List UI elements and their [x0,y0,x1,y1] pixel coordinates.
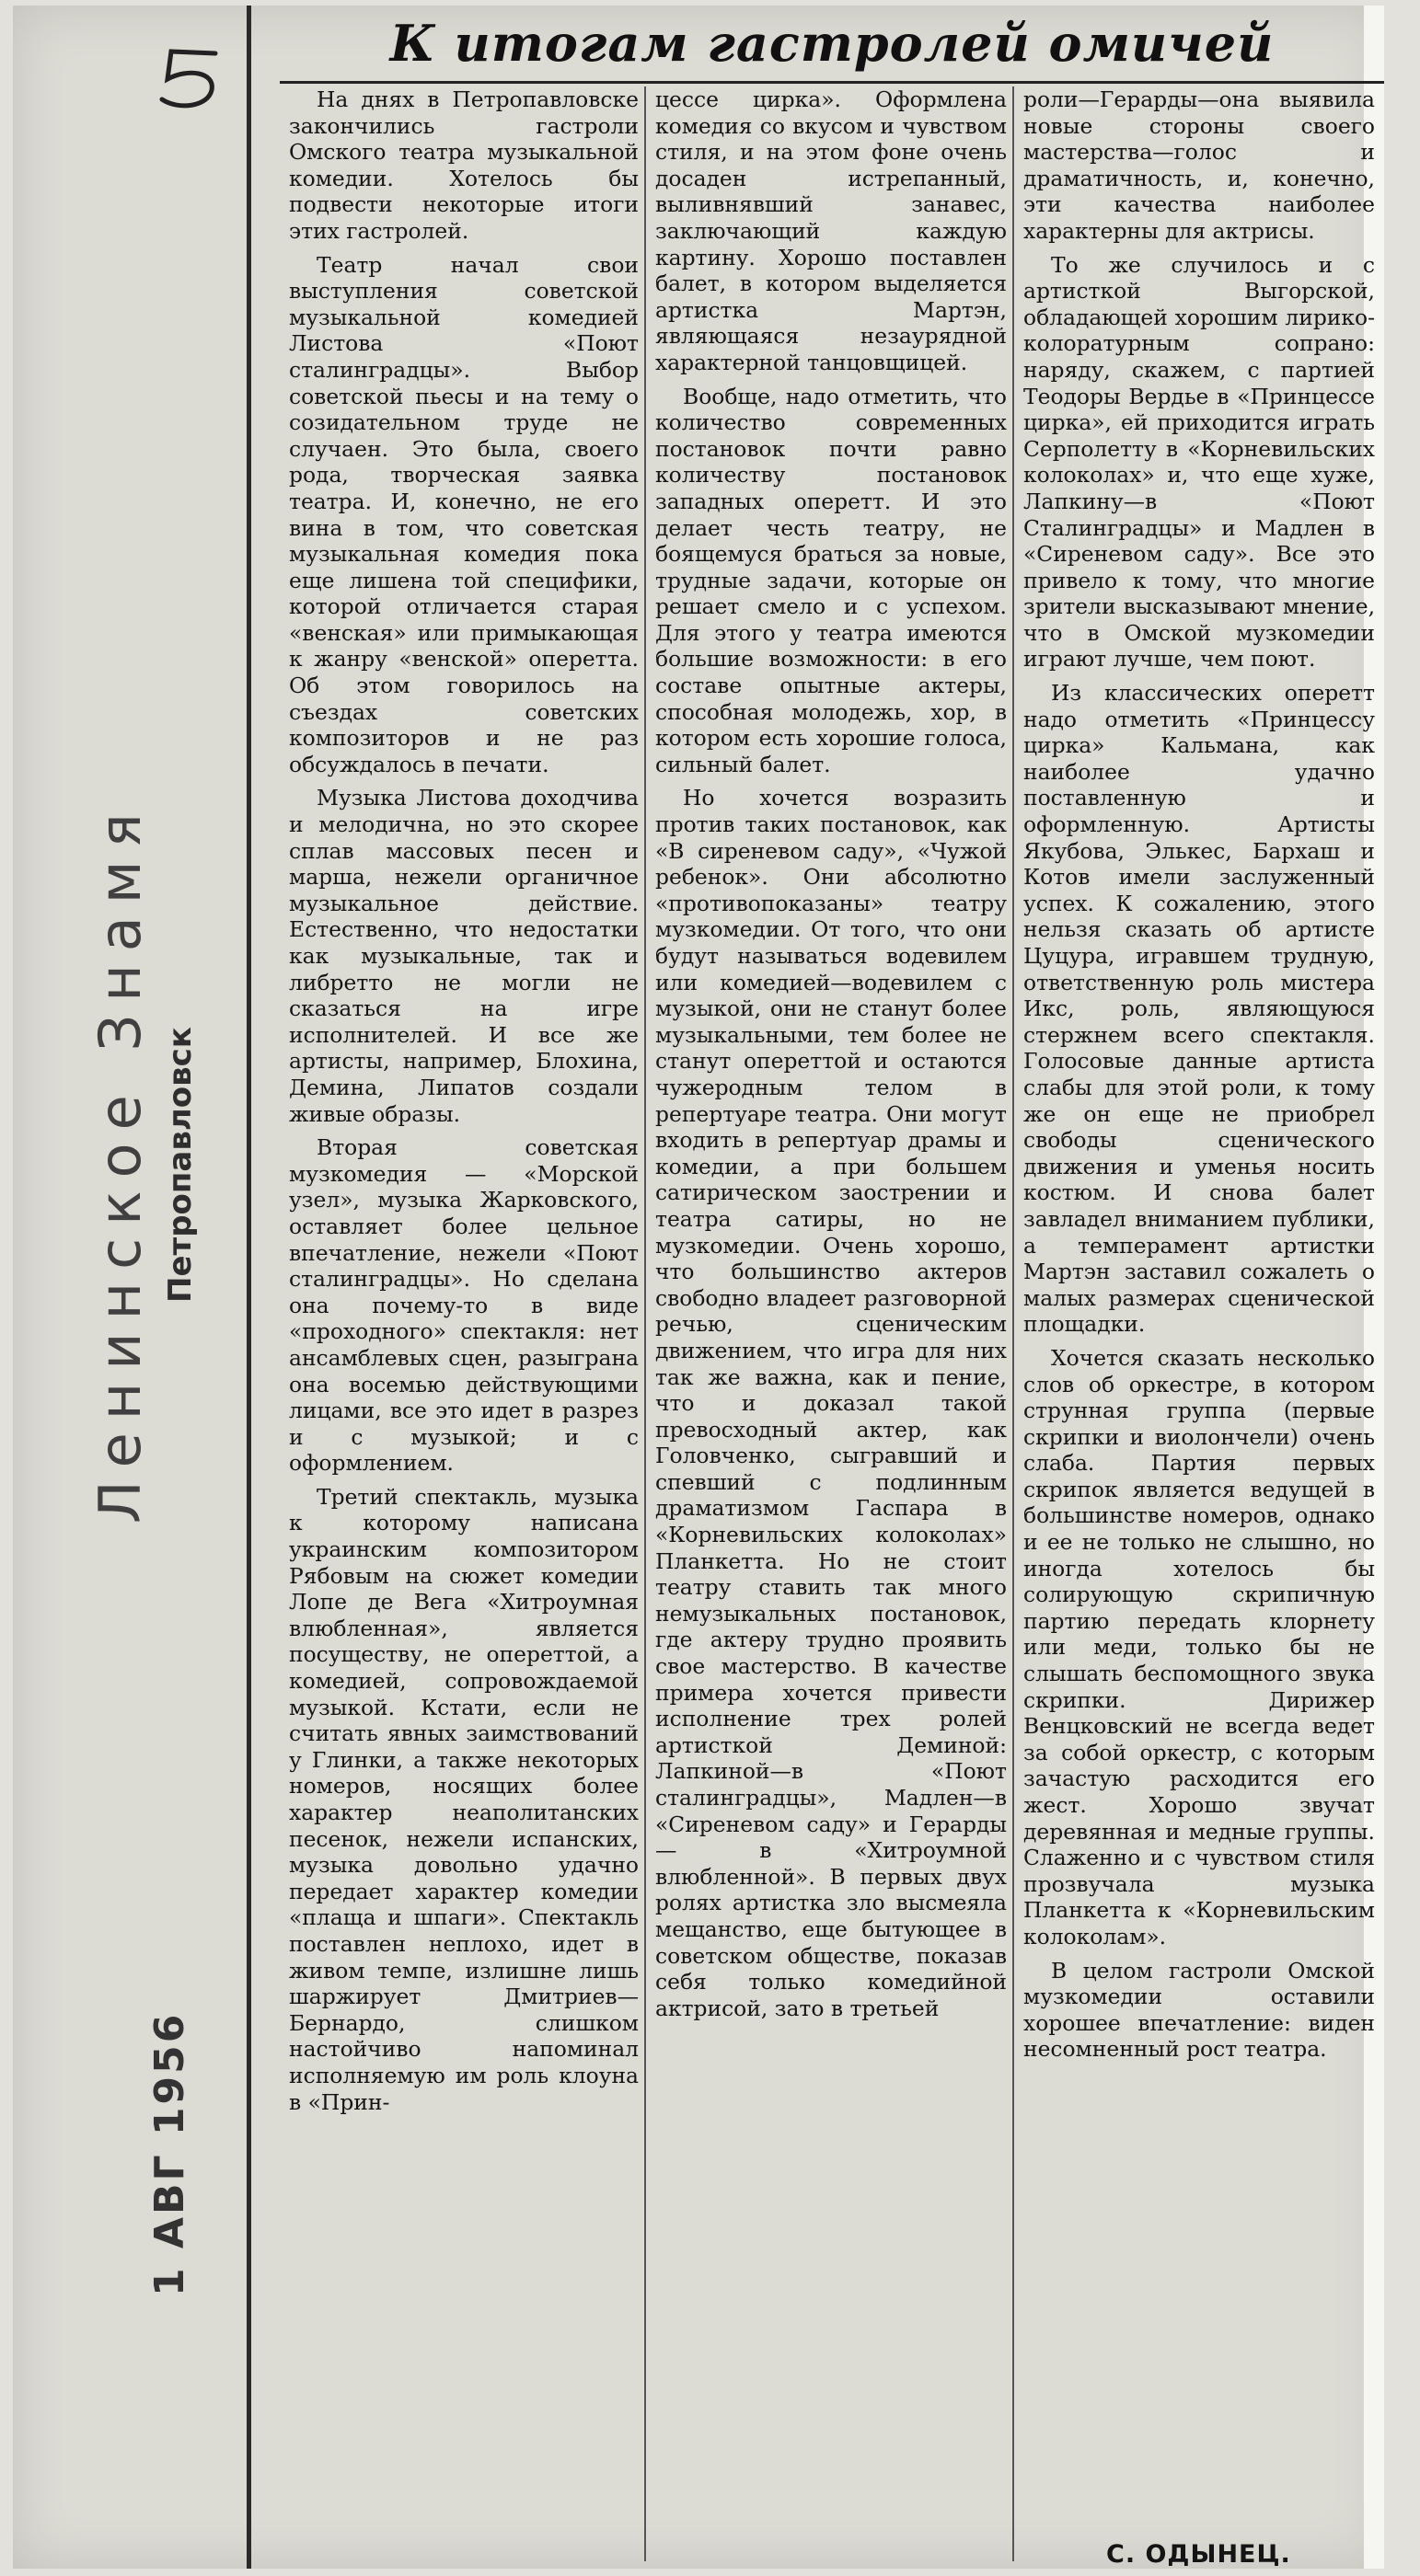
paragraph: На днях в Петропавловске закончились гастроли Омского театра музыкальной комедии. Хотелось бы подвести некоторые итоги этих гастролей. [289,86,639,244]
article-column-1 [289,86,639,2122]
author-signature: С. ОДЫНЕЦ. [1106,2540,1291,2569]
headline-rule [280,81,1384,84]
newspaper-clipping [13,6,1384,2569]
paragraph: В целом гастроли Омской музкомедии оставили хорошее впечатление: виден несомненный рост театра. [1023,1957,1375,2063]
city-name: Петропавловск [162,1027,199,1303]
paragraph: Но хочется возразить против таких постановок, как «В сиреневом саду», «Чужой ребенок». Они абсолютно «противопоказаны» театру музкомедии. От того, что они будут называться водевилем или комедией—водевилем с музыкой, они не станут более музыкальными, тем более не станут опереттой и остаются чужеродным телом в репертуаре театра. Они могут входить в репертуар драмы и комедии, а при большем сатирическом заострении и театра сатиры, но не музкомедии. Очень хорошо, что большинство актеров свободно владеет разговорной речью, сценическим движением, что игра для них так же важна, как и пение, что и доказал такой превосходный актер, как Головченко, сыгравший и спевший с подлинным драматизмом Гаспара в «Корневильских колоколах» Планкетта. Но не стоит театру ставить так много немузыкальных постановок, где актеру трудно проявить свое мастерство. В качестве примера хочется привести исполнение трех ролей артисткой Деминой: Лапкиной—в «Поют сталинградцы», Мадлен—в «Сиреневом саду» и Герарды — в «Хитроумной влюбленной». В первых двух ролях артистка зло высмеяла мещанство, еще бытующее в советском обществе, показав себя только комедийной актрисой, зато в третьей [655,785,1007,2021]
left-margin-rule [247,6,251,2569]
column-rule-2 [644,86,646,2561]
article-column-2 [655,86,1007,2029]
paragraph: То же случилось и с артисткой Выгорской, обладающей хорошим лирико-колоратурным сопрано: наряду, скажем, с партией Теодоры Вердье в «Принцессе цирка», ей приходится играть Серполетту в «Корневильских колоколах» и, что еще хуже, Лапкину—в «Поют Сталинградцы» и Мадлен в «Сиреневом саду». Все это привело к тому, что многие зрители высказывают мнение, что в Омской музкомедии играют лучше, чем поют. [1023,251,1375,673]
paragraph: Вообще, надо отметить, что количество современных постановок почти равно количеству постановок западных оперетт. И это делает честь театру, не боящемуся браться за новые, трудные задачи, которые он решает смело и с успехом. Для этого у театра имеются большие возможности: в его составе опытные актеры, способная молодежь, хор, в котором есть хорошие голоса, сильный балет. [655,383,1007,777]
article-column-3 [1023,86,1375,2070]
newspaper-name: Ленинское Знамя [87,800,154,1524]
paragraph: Третий спектакль, музыка к которому написана украинским композитором Рябовым на сюжет комедии Лопе де Вега «Хитроумная влюбленная», является посуществу, не опереттой, а комедией, сопровождаемой музыкой. Кстати, если не считать явных заимствований у Глинки, а также некоторых номеров, носящих более характер неаполитанских песенок, нежели испанских, музыка довольно удачно передает характер комедии «плаща и шпаги». Спектакль поставлен неплохо, идет в живом темпе, излишне лишь шаржирует Дмитриев—Бернардо, слишком настойчиво напоминал исполняемую им роль клоуна в «Прин- [289,1483,639,2115]
article-headline: К итогам гастролей омичей [389,14,1275,73]
date-stamp: 1 АВГ 1956 [146,2011,193,2296]
clipping-margin [13,6,243,2569]
paragraph: Из классических оперетт надо отметить «Принцессу цирка» Кальмана, как наиболее удачно поставленную и оформленную. Артисты Якубова, Элькес, Бархаш и Котов имели заслуженный успех. К сожалению, этого нельзя сказать об артисте Цуцура, игравшем трудную, ответственную роль мистера Икс, роль, являющуюся стержнем всего спектакля. Голосовые данные артиста слабы для этой роли, к тому же он еще не приобрел свободы сценического движения и уменья носить костюм. И снова балет завладел вниманием публики, а темперамент артистки Мартэн заставил сожалеть о малых размерах сценической площадки. [1023,680,1375,1338]
paragraph: цессе цирка». Оформлена комедия со вкусом и чувством стиля, и на этом фоне очень досаден истрепанный, выливнявший занавес, заключающий каждую картину. Хорошо поставлен балет, в котором выделяется артистка Мартэн, являющаяся незаурядной характерной танцовщицей. [655,86,1007,375]
paragraph: Театр начал свои выступления советской музыкальной комедией Листова «Поют сталинградцы». Выбор советской пьесы и на тему о созидательном труде не случаен. Это была, своего рода, творческая заявка театра. И, конечно, не его вина в том, что советская музыкальная комедия пока еще лишена той специфики, которой отличается старая «венская» или примыкающая к жанру «венской» оперетта. Об этом говорилось на съездах советских композиторов и не раз обсуждалось в печати. [289,251,639,777]
handwritten-number-mark [151,42,234,116]
paragraph: роли—Герарды—она выявила новые стороны своего мастерства—голос и драматичность, и, конечно, эти качества наиболее характерны для актрисы. [1023,86,1375,244]
paragraph: Хочется сказать несколько слов об оркестре, в котором струнная группа (первые скрипки и виолончели) очень слаба. Партия первых скрипок является ведущей в большинстве номеров, однако и ее не только не слышно, но иногда хотелось бы солирующую скрипичную партию передать клорнету или меди, только бы не слышать беспомощного звука скрипки. Дирижер Венцковский не всегда ведет за собой оркестр, с которым зачастую расходится его жест. Хорошо звучат деревянная и медные группы. Слаженно и с чувством стиля прозвучала музыка Планкетта к «Корневильским колоколам». [1023,1344,1375,1949]
paragraph: Музыка Листова доходчива и мелодична, но это скорее сплав массовых песен и марша, нежели органичное музыкальное действие. Естественно, что недостатки как музыкальные, так и либретто не могли не сказаться на игре исполнителей. И все же артисты, например, Блохина, Демина, Липатов создали живые образы. [289,785,639,1127]
paragraph: Вторая советская музкомедия — «Морской узел», музыка Жарковского, оставляет более цельное впечатление, нежели «Поют сталинградцы». Но сделана она почему-то в виде «проходного» спектакля: нет ансамблевых сцен, разыграна она восемью действующими лицами, все это идет в разрез и с музыкой; и с оформлением. [289,1134,639,1477]
column-rule-3 [1012,86,1014,2561]
